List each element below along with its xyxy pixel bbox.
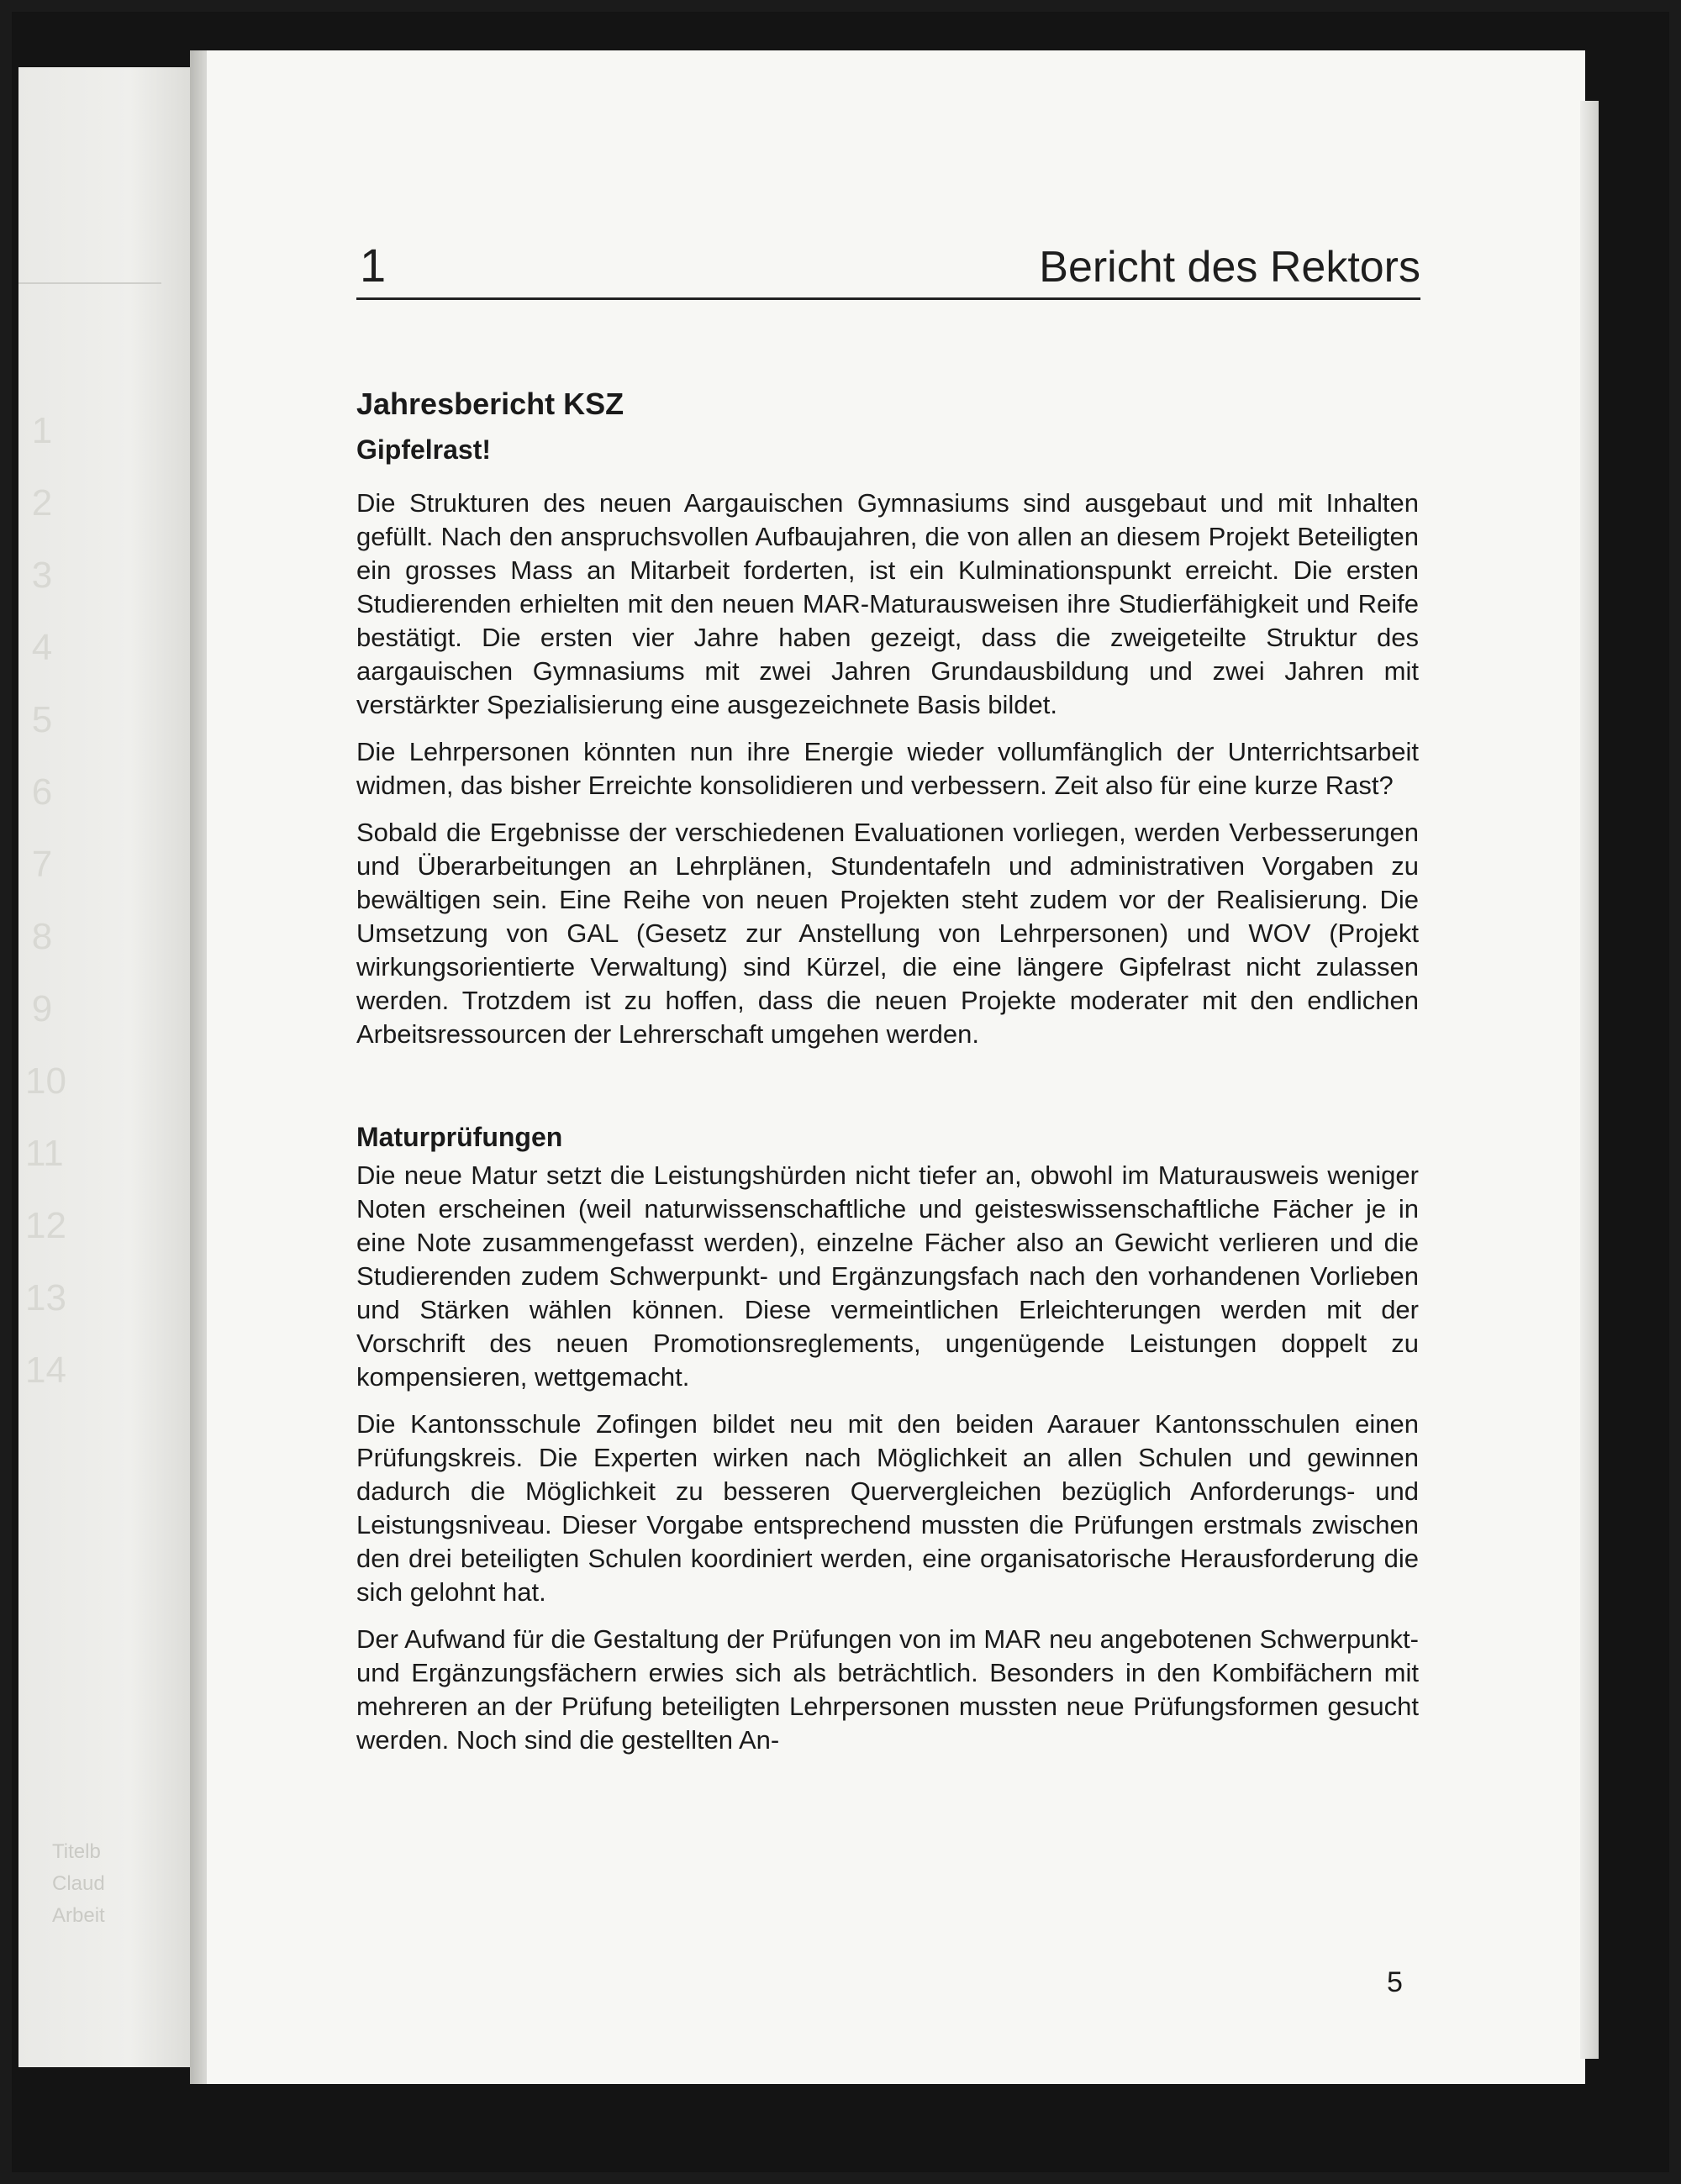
paragraph: Der Aufwand für die Gestaltung der Prüfungen von im MAR neu angebotenen Schwerpunkt- und Ergänzungsfächern erwies sich als beträchtlich. Besonders in den Kombifächern mit mehreren an der Prüfung beteiligten Lehrpersonen mussten neue Prüfungsformen gesucht werden. Noch sind die gestellten An-	[356, 1624, 1419, 1755]
paragraph: Die Strukturen des neuen Aargauischen Gymnasiums sind ausgebaut und mit Inhalten gefüllt. Nach den anspruchsvollen Aufbaujahren, die von allen an diesem Projekt Beteiligten ein grosses Mass an Mitarbeit forderten, ist ein Kulminationspunkt erreicht. Die ersten Studierenden erhielten mit den neuen MAR-Maturausweisen ihre Studierfähigkeit und Reife bestätigt. Die ersten vier Jahre haben gezeigt, dass die zweigeteilte Struktur des aargauischen Gymnasiums mit zwei Jahren Grundausbildung und zwei Jahren mit verstärkter Spezialisierung eine ausgezeichnete Basis bildet.	[356, 488, 1419, 719]
left-page-number: 4	[31, 627, 53, 668]
paragraph: Die Lehrpersonen könnten nun ihre Energie wieder vollumfänglich der Unterrichtsarbeit widmen, das bisher Erreichte konsolidieren und verbessern. Zeit also für eine kurze Rast?	[356, 737, 1419, 800]
page-number: 5	[1387, 1966, 1403, 1998]
paragraph: Sobald die Ergebnisse der verschiedenen Evaluationen vorliegen, werden Verbesserungen und Überarbeitungen an Lehrplänen, Stundentafeln und administrativen Vorgaben zu bewältigen sein. Eine Reihe von neuen Projekten steht zudem vor der Realisierung. Die Umsetzung von GAL (Gesetz zur Anstellung von Lehrpersonen) und WOV (Projekt wirkungsorientierte Verwaltung) sind Kürzel, die eine längere Gipfelrast nicht zulassen werden. Trotzdem ist zu hoffen, dass die neuen Projekte moderater mit den endlichen Arbeitsressourcen der Lehrerschaft umgehen werden.	[356, 818, 1419, 1049]
paragraph: Die neue Matur setzt die Leistungshürden nicht tiefer an, obwohl im Maturausweis weniger Noten erscheinen (weil naturwissenschaftliche und geisteswissenschaftliche Fächer je in eine Note zusammengefasst werden), einzelne Fächer also an Gewicht verlieren und die Studierenden zudem Schwerpunkt- und Ergänzungsfach nach den vorhandenen Vorlieben und Stärken wählen können. Diese vermeintlichen Erleichterungen werden mit der Vorschrift des neuen Promotionsreglements, ungenügende Leistungen doppelt zu kompensieren, wettgemacht.	[356, 1160, 1419, 1392]
left-page-credits	[52, 1836, 105, 1932]
left-page-rule	[18, 282, 161, 284]
left-page-number: 1	[31, 410, 53, 451]
chapter-number: 1	[360, 239, 387, 292]
page-content	[356, 382, 1419, 1757]
chapter-title: Bericht des Rektors	[1039, 243, 1420, 292]
left-page-number: 2	[31, 482, 53, 524]
left-page-number: 11	[25, 1133, 64, 1174]
section-subtitle: Gipfelrast!	[356, 434, 492, 465]
left-page-credit: Arbeit	[52, 1904, 105, 1927]
left-page-credit: Titelb	[52, 1840, 101, 1863]
left-page-number: 3	[31, 555, 53, 596]
left-page-number: 7	[31, 844, 53, 885]
section-title: Jahresbericht KSZ	[356, 387, 624, 421]
paragraph: Die Kantonsschule Zofingen bildet neu mit den beiden Aarauer Kantonsschulen einen Prüfungskreis. Die Experten wirken nach Möglichkeit an allen Schulen und gewinnen dadurch die Möglichkeit zu besseren Quervergleichen bezüglich Anforderungs- und Leistungsniveau. Dieser Vorgabe entsprechend mussten die Prüfungen erstmals zwischen den drei beteiligten Schulen koordiniert werden, eine organisatorische Herausforderung die sich gelohnt hat.	[356, 1409, 1419, 1607]
left-page-number: 13	[25, 1277, 66, 1318]
left-page-credit: Claud	[52, 1872, 105, 1895]
left-page-chapter-numbers	[25, 395, 66, 1407]
chapter-header	[356, 225, 1420, 300]
section-title: Maturprüfungen	[356, 1122, 563, 1152]
page-edge	[1580, 101, 1599, 2059]
left-page-number: 6	[31, 771, 53, 813]
left-page-number: 12	[25, 1205, 66, 1246]
left-page-number: 9	[31, 988, 53, 1029]
left-page-number: 10	[25, 1060, 66, 1102]
left-page-number: 8	[31, 916, 53, 957]
left-page-number: 14	[25, 1350, 66, 1391]
left-page-number: 5	[31, 699, 53, 740]
